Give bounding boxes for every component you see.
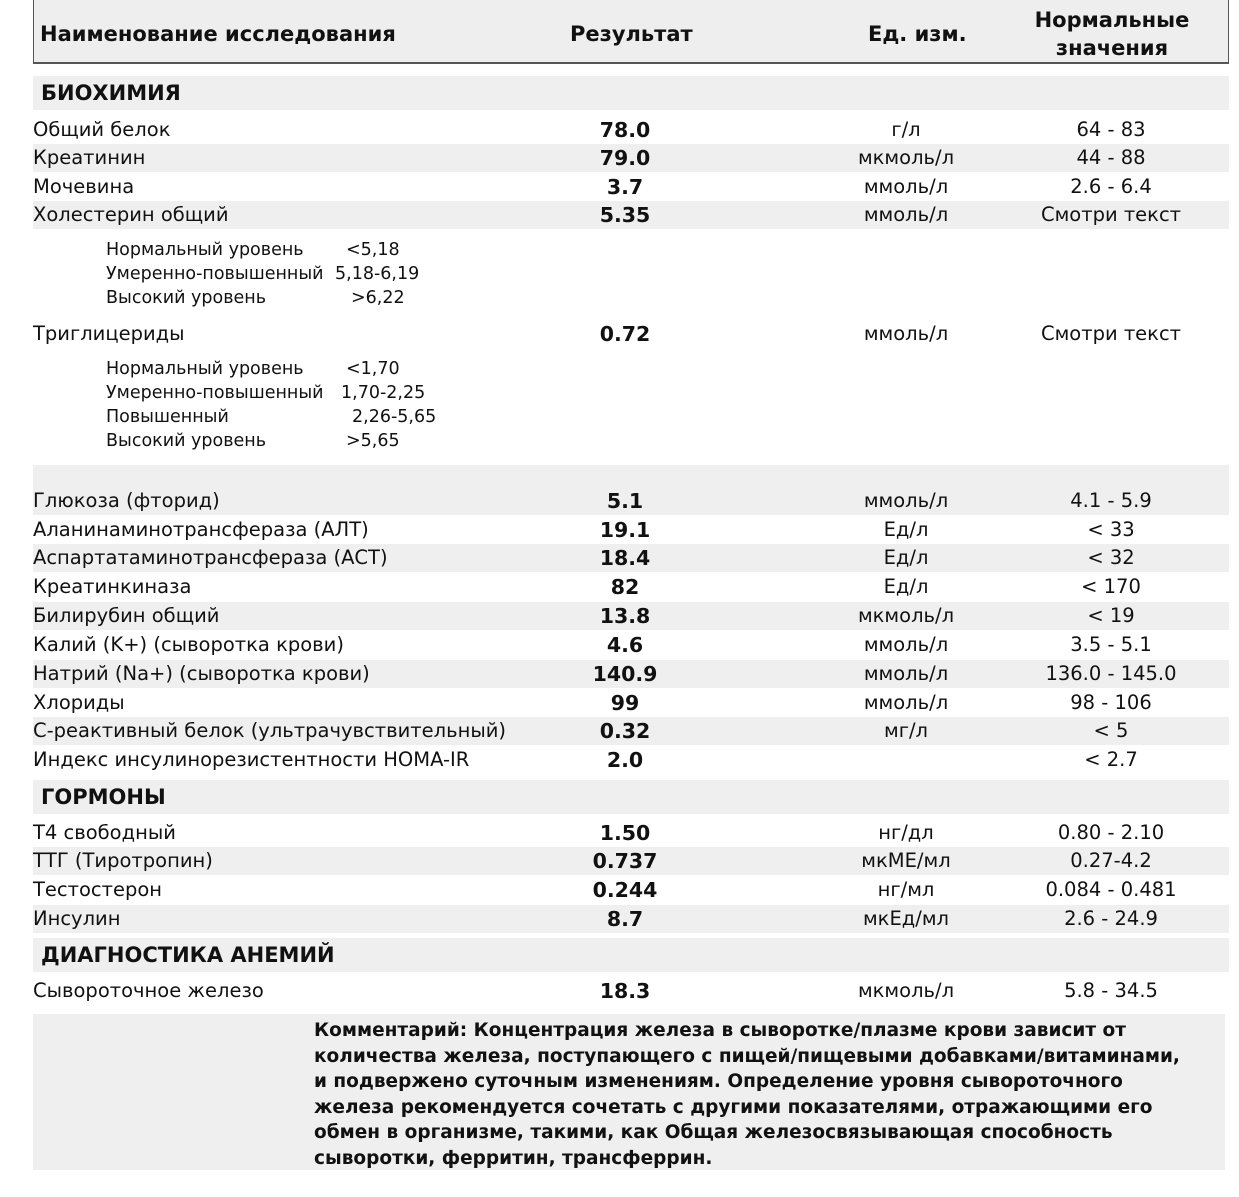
row-name: Общий белок xyxy=(33,118,171,141)
row-norm: Смотри текст xyxy=(1040,322,1182,345)
header-name: Наименование исследования xyxy=(40,22,396,46)
row-name: Аспартатаминотрансфераза (АСТ) xyxy=(33,546,388,569)
row-result: 5.1 xyxy=(606,489,644,513)
row-norm: 3.5 - 5.1 xyxy=(1070,633,1152,656)
row-unit: нг/мл xyxy=(877,878,935,901)
chol-level-value: 5,18-6,19 xyxy=(335,264,420,284)
table-row xyxy=(33,544,1229,572)
row-result: 0.244 xyxy=(592,878,658,902)
comment-box xyxy=(33,1014,1225,1170)
section-title: ГОРМОНЫ xyxy=(41,785,166,809)
table-row xyxy=(33,876,1229,904)
row-result: 82 xyxy=(610,575,640,599)
row-norm: 4.1 - 5.9 xyxy=(1070,489,1152,512)
row-name: Креатинин xyxy=(33,146,146,169)
row-unit: г/л xyxy=(891,118,921,141)
table-row xyxy=(33,144,1229,172)
row-result: 0.737 xyxy=(592,849,658,873)
header-result: Результат xyxy=(570,22,693,46)
row-norm: < 19 xyxy=(1087,604,1135,627)
row-unit: Ед/л xyxy=(883,575,929,598)
section-title: ДИАГНОСТИКА АНЕМИЙ xyxy=(41,943,335,967)
row-unit: Ед/л xyxy=(883,518,929,541)
row-result: 13.8 xyxy=(599,604,651,628)
row-result: 18.4 xyxy=(599,546,651,570)
row-name: Тестостерон xyxy=(33,878,163,901)
row-norm: Смотри текст xyxy=(1040,203,1182,226)
row-unit: мкМЕ/мл xyxy=(861,849,951,872)
row-norm: 64 - 83 xyxy=(1076,118,1146,141)
row-unit: ммоль/л xyxy=(863,175,949,198)
row-name: Т4 свободный xyxy=(33,821,176,844)
row-name: Сывороточное железо xyxy=(33,979,264,1002)
row-norm: 2.6 - 6.4 xyxy=(1070,175,1152,198)
table-row xyxy=(33,689,1229,717)
trig-level-value: 2,26-5,65 xyxy=(352,407,437,427)
row-result: 99 xyxy=(610,691,640,715)
table-row xyxy=(33,320,1229,348)
row-norm: 2.6 - 24.9 xyxy=(1064,907,1158,930)
trig-level-value: >5,65 xyxy=(346,431,400,451)
table-row xyxy=(33,977,1229,1005)
row-norm: 5.8 - 34.5 xyxy=(1064,979,1158,1002)
row-name: С-реактивный белок (ультрачувствительный) xyxy=(33,719,507,742)
row-unit: ммоль/л xyxy=(863,633,949,656)
trig-level-label: Нормальный уровень xyxy=(106,359,304,379)
row-norm: < 33 xyxy=(1087,518,1135,541)
row-name: Глюкоза (фторид) xyxy=(33,489,220,512)
section-hormones xyxy=(33,780,1229,814)
row-unit: мкмоль/л xyxy=(857,146,955,169)
row-result: 0.72 xyxy=(599,322,651,346)
chol-level-value: <5,18 xyxy=(346,240,400,260)
row-norm: 98 - 106 xyxy=(1070,691,1152,714)
row-unit: мкЕд/мл xyxy=(862,907,950,930)
table-row xyxy=(33,746,1229,774)
trig-level-label: Умеренно-повышенный xyxy=(106,383,324,403)
table-header xyxy=(33,0,1229,64)
table-row xyxy=(33,905,1229,933)
table-row xyxy=(33,116,1229,144)
row-unit: нг/дл xyxy=(878,821,934,844)
row-unit: ммоль/л xyxy=(863,322,949,345)
chol-level-label: Умеренно-повышенный xyxy=(106,264,324,284)
row-norm: < 2.7 xyxy=(1084,748,1138,771)
row-shading xyxy=(33,465,1229,487)
row-result: 78.0 xyxy=(599,118,651,142)
trig-level-label: Высокий уровень xyxy=(106,431,267,451)
row-unit: мг/л xyxy=(884,719,928,742)
comment-text: Комментарий: Концентрация железа в сыворотке/плазме крови зависит от количества железа, поступающего с пищей/пищевыми добавками/витаминами, и подвержено суточным изменениям. Определение уровня сывороточного железа рекомендуется сочетать с другими показателями, отражающими его обмен в организме, такими, как Общая железосвязывающая способность сыворотки, ферритин, трансферрин. xyxy=(314,1020,1180,1169)
row-unit: ммоль/л xyxy=(863,489,949,512)
trig-level-label: Повышенный xyxy=(106,407,229,427)
row-unit: ммоль/л xyxy=(863,691,949,714)
table-row xyxy=(33,173,1229,201)
row-name: ТТГ (Тиротропин) xyxy=(33,849,213,872)
chol-level-value: >6,22 xyxy=(351,288,405,308)
row-norm: < 170 xyxy=(1081,575,1141,598)
row-result: 4.6 xyxy=(606,633,644,657)
row-norm: 0.27-4.2 xyxy=(1070,849,1152,872)
table-row xyxy=(33,516,1229,544)
table-row xyxy=(33,602,1229,630)
row-result: 3.7 xyxy=(606,175,644,199)
table-row xyxy=(33,631,1229,659)
row-result: 19.1 xyxy=(599,518,651,542)
row-name: Холестерин общий xyxy=(33,203,229,226)
row-result: 140.9 xyxy=(592,662,658,686)
header-norm: Нормальные значения xyxy=(1034,8,1190,60)
row-unit: ммоль/л xyxy=(863,662,949,685)
table-row xyxy=(33,660,1229,688)
row-norm: 136.0 - 145.0 xyxy=(1045,662,1177,685)
section-title: БИОХИМИЯ xyxy=(41,81,181,105)
row-unit: Ед/л xyxy=(883,546,929,569)
row-result: 79.0 xyxy=(599,146,651,170)
row-name: Триглицериды xyxy=(33,322,185,345)
table-row xyxy=(33,717,1229,745)
row-unit: ммоль/л xyxy=(863,203,949,226)
table-row xyxy=(33,847,1229,875)
row-norm: 0.80 - 2.10 xyxy=(1057,821,1165,844)
trig-level-value: <1,70 xyxy=(346,359,400,379)
table-row xyxy=(33,201,1229,229)
row-norm: 0.084 - 0.481 xyxy=(1045,878,1177,901)
header-unit: Ед. изм. xyxy=(868,22,967,46)
row-result: 5.35 xyxy=(599,203,651,227)
row-name: Креатинкиназа xyxy=(33,575,192,598)
row-norm: 44 - 88 xyxy=(1076,146,1146,169)
row-name: Аланинаминотрансфераза (АЛТ) xyxy=(33,518,369,541)
row-name: Инсулин xyxy=(33,907,121,930)
row-unit: мкмоль/л xyxy=(857,604,955,627)
table-row xyxy=(33,573,1229,601)
row-name: Билирубин общий xyxy=(33,604,220,627)
row-name: Индекс инсулинорезистентности HOMA-IR xyxy=(33,748,470,771)
chol-level-label: Высокий уровень xyxy=(106,288,267,308)
trig-level-value: 1,70-2,25 xyxy=(341,383,426,403)
row-result: 8.7 xyxy=(606,907,644,931)
row-name: Натрий (Na+) (сыворотка крови) xyxy=(33,662,370,685)
row-result: 2.0 xyxy=(606,748,644,772)
table-row xyxy=(33,819,1229,847)
row-unit: мкмоль/л xyxy=(857,979,955,1002)
section-anemia xyxy=(33,938,1229,972)
row-norm: < 32 xyxy=(1087,546,1135,569)
row-name: Хлориды xyxy=(33,691,125,714)
chol-level-label: Нормальный уровень xyxy=(106,240,304,260)
row-result: 0.32 xyxy=(599,719,651,743)
table-row xyxy=(33,487,1229,515)
row-result: 18.3 xyxy=(599,979,651,1003)
row-name: Калий (K+) (сыворотка крови) xyxy=(33,633,344,656)
row-norm: < 5 xyxy=(1093,719,1129,742)
row-result: 1.50 xyxy=(599,821,651,845)
section-biochem xyxy=(33,76,1229,110)
row-name: Мочевина xyxy=(33,175,135,198)
